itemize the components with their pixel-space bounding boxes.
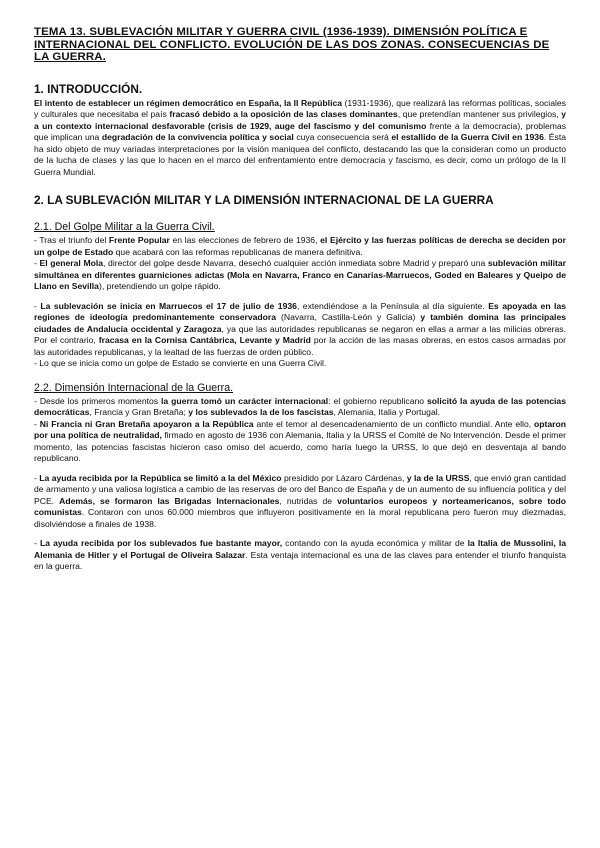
bold-text-run: solicitó la ayuda de las potencias democráticas xyxy=(34,395,566,417)
bold-text-run: y la de la URSS xyxy=(406,472,470,483)
text-run: , Alemania, Italia y Portugal. xyxy=(333,407,441,417)
bold-text-run: fracasa en la Cornisa Cantábrica, Levante y Madrid xyxy=(98,335,311,345)
text-run: en las elecciones de febrero de 1936, xyxy=(169,235,321,245)
text-run: presidido por Lázaro Cárdenas, xyxy=(281,472,407,483)
section-2-heading: 2. LA SUBLEVACIÓN MILITAR Y LA DIMENSIÓN INTERNACIONAL DE LA GUERRA xyxy=(34,193,494,207)
text-run: - xyxy=(34,472,40,483)
text-run: - xyxy=(34,538,40,548)
bold-text-run: degradación de la convivencia política y social xyxy=(101,132,294,142)
text-run: - xyxy=(34,300,41,311)
text-run: , que pretendían mantener sus privilegios, xyxy=(397,109,562,119)
subsection-2-1-paragraph-4 xyxy=(34,358,566,370)
bold-text-run: El general Mola xyxy=(39,258,104,268)
bold-text-run: Es apoyada en las regiones de ideología predominantemente conservadora xyxy=(34,300,566,322)
bold-text-run: Ni Francia ni Gran Bretaña apoyaron a la República xyxy=(39,418,254,429)
bold-text-run: el estallido de la Guerra Civil en 1936 xyxy=(391,132,544,142)
text-run: por la acción de las masas obreras, en estos casos armadas por las autoridades republicanas, y la lealtad de las fuerzas de orden público. xyxy=(34,335,566,357)
subsection-2-1-heading: 2.1. Del Golpe Militar a la Guerra Civil. xyxy=(34,221,215,233)
text-run: , que envió gran cantidad de armamento y una valiosa logística a cambio de las reservas de oro del Banco de España y de un aumento de su influencia política y del PCE. xyxy=(34,472,566,506)
subsection-2-1-paragraph-3 xyxy=(34,301,566,359)
text-run: - Desde los primeros momentos xyxy=(34,395,162,406)
text-run: - xyxy=(34,258,40,268)
subsection-2-2-paragraph-4 xyxy=(34,538,566,573)
text-run: ante el temor al desencadenamiento de un conflicto mundial. Ante ello, xyxy=(253,418,535,429)
bold-text-run: optaron por una política de neutralidad, xyxy=(34,418,566,440)
text-run: , ya que las autoridades republicanas se negaron en ellas a armar a las milicias obreras. Por el contrario, xyxy=(34,323,566,345)
text-run: cuya consecuencia será xyxy=(293,132,392,142)
bold-text-run: y los sublevados la de los fascistas xyxy=(188,407,334,417)
bold-text-run: sublevación militar simultánea en diferentes guarniciones adictas (Mola en Navarra, Franco en Canarias-Marruecos, Goded en Baleares y Queipo de Llano en Sevilla xyxy=(34,258,566,291)
text-run: - xyxy=(34,418,40,429)
bold-text-run: el Ejército y las fuerzas políticas de derecha se deciden por un golpe de Estado xyxy=(34,235,566,257)
bold-text-run: y a un contexto internacional desfavorable (crisis de 1929, auge del fascismo y del comunismo xyxy=(34,109,567,131)
text-run: , director del golpe desde Navarra, desechó cualquier acción inmediata sobre Madrid y preparó una xyxy=(103,258,488,268)
text-run: (Navarra, Castilla-León y Galicia) xyxy=(276,312,421,322)
subsection-2-2-heading: 2.2. Dimensión Internacional de la Guerra. xyxy=(34,381,234,394)
text-run: - Tras el triunfo del xyxy=(34,235,109,245)
bold-text-run: La sublevación se inicia en Marruecos el 17 de julio de 1936 xyxy=(40,300,297,311)
text-run: - Lo que se inicia como un golpe de Estado se convierte en una Guerra Civil. xyxy=(34,358,327,368)
section-1-heading: 1. INTRODUCCIÓN. xyxy=(34,81,143,96)
subsection-2-2-paragraph-1 xyxy=(34,396,566,419)
bold-text-run: y también domina las principales ciudades de Andalucía occidental y Zaragoza xyxy=(34,312,566,334)
document-title: TEMA 13. SUBLEVACIÓN MILITAR Y GUERRA CIVIL (1936-1939). DIMENSIÓN POLÍTICA E INTERNACIONAL DEL CONFLICTO. EVOLUCIÓN DE LAS DOS ZONAS. CONSECUENCIAS DE LA GUERRA. xyxy=(34,26,550,63)
bold-text-run: voluntarios europeos y norteamericanos, sobre todo comunistas xyxy=(34,495,566,517)
text-run: . Esta ventaja internacional es una de las claves para entender el triunfo franquista en la guerra. xyxy=(34,549,567,571)
bold-text-run: La ayuda recibida por la República se limitó a la del México xyxy=(39,472,282,483)
text-run: que acabará con las reformas republicanas de manera definitiva. xyxy=(113,246,363,257)
text-run: . Contaron con unos 60.000 miembros que influyeron positivamente en la moral republicana pero fueron muy diezmadas, disolviéndose a finales de 1938. xyxy=(34,507,566,529)
text-run: , extendiéndose a la Península al día siguiente. xyxy=(296,300,489,311)
section-1-paragraph xyxy=(34,98,566,179)
subsection-2-1-paragraph-2 xyxy=(34,258,566,293)
bold-text-run: la guerra tomó un carácter internacional xyxy=(161,395,329,406)
text-run: contando con la ayuda económica y militar de xyxy=(282,538,468,548)
text-run: frente a la democracia), problemas que implican una xyxy=(34,120,566,142)
bold-text-run: Además, se formaron las Brigadas Internacionales xyxy=(59,495,280,506)
text-run: firmado en agosto de 1936 con Alemania, Italia y la URSS el Comité de No Intervención. Desde el primer momento, las potencias fascistas hicieron caso omiso del acuerdo, como haría luego la URSS, lo que dejó en desventaja al bando republicano. xyxy=(34,430,566,463)
text-run: (1931-1936), que realizará las reformas políticas, sociales y culturales que necesitaba el país xyxy=(34,97,566,119)
bold-text-run: La ayuda recibida por los sublevados fue bastante mayor, xyxy=(39,538,283,548)
subsection-2-2-paragraph-3 xyxy=(34,473,566,531)
bold-text-run: la Italia de Mussolini, la Alemania de Hitler y el Portugal de Oliveira Salazar xyxy=(34,538,567,560)
text-run: , Francia y Gran Bretaña; xyxy=(89,407,189,417)
bold-text-run: fracasó debido a la oposición de las clases dominantes xyxy=(169,109,398,119)
bold-text-run: El intento de establecer un régimen democrático en España, la II República xyxy=(34,97,343,108)
subsection-2-2-paragraph-2 xyxy=(34,419,566,465)
text-run: . Ésta ha sido objeto de muy variadas interpretaciones por la visión maniquea del conflicto, destacando las que la consideran como un producto de la lucha de clases y las que lo hacen en el marco del enfrentamiento entre democracia y fascismo, es decir, como un prólogo de la II Guerra Mundial. xyxy=(34,132,566,177)
bold-text-run: Frente Popular xyxy=(108,235,170,245)
text-run: : el gobierno republicano xyxy=(328,395,428,406)
text-run: , nutridas de xyxy=(279,495,338,506)
text-run: ), pretendiendo un golpe rápido. xyxy=(98,281,221,291)
subsection-2-1-paragraph-1 xyxy=(34,235,566,258)
